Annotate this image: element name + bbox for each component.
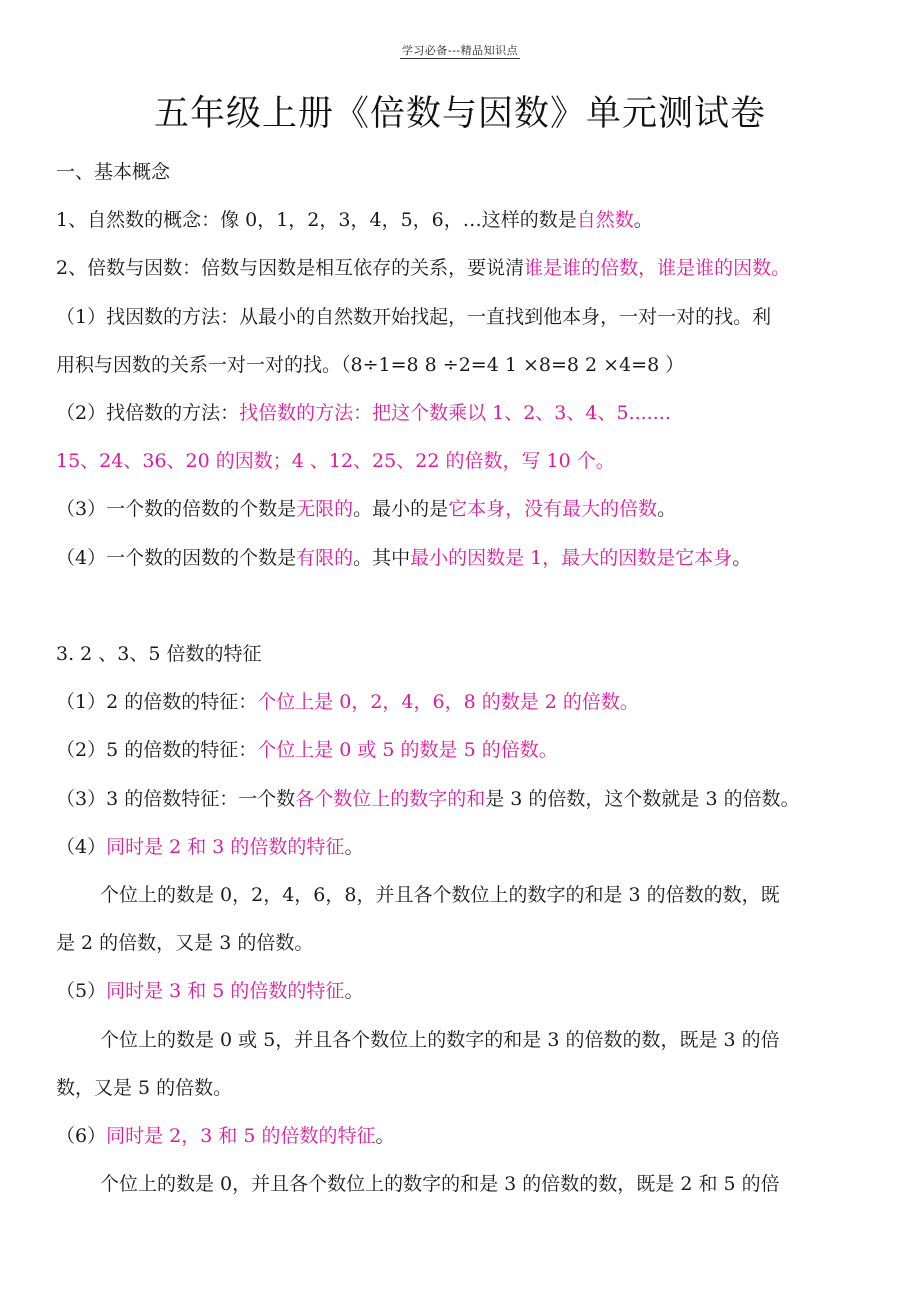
body-text: 是 3 的倍数，这个数就是 3 的倍数。: [485, 788, 800, 810]
highlighted-text: 谁是谁的倍数，谁是谁的因数。: [524, 257, 791, 279]
body-text: 是 2 的倍数，又是 3 的倍数。: [56, 932, 314, 954]
highlighted-text: 个位上是 0，2，4，6，8 的数是 2 的倍数。: [257, 691, 639, 713]
text-line: [56, 305, 868, 329]
page-header: [0, 42, 920, 58]
body-text: 。: [732, 547, 752, 569]
body-text: 3. 2 、3、5 倍数的特征: [56, 643, 262, 665]
highlighted-text: 同时是 3 和 5 的倍数的特征: [106, 980, 345, 1002]
body-text: （4）一个数的因数的个数是: [56, 547, 297, 569]
text-line: [56, 449, 868, 473]
body-text: （5）: [56, 980, 107, 1002]
highlighted-text: 找倍数的方法：把这个数乘以 1、2、3、4、5.......: [239, 402, 671, 424]
body-text: 个位上的数是 0，2，4，6，8，并且各个数位上的数字的和是 3 的倍数的数，既: [100, 884, 780, 906]
body-text: （3）一个数的倍数的个数是: [56, 498, 297, 520]
body-text: 一、基本概念: [56, 161, 171, 183]
highlighted-text: 无限的: [296, 498, 354, 520]
text-line: [56, 1076, 868, 1100]
text-line: [100, 1028, 868, 1052]
body-text: 。其中: [353, 547, 411, 569]
body-text: 。: [344, 980, 364, 1002]
text-line: [56, 738, 868, 762]
body-text: 个位上的数是 0，并且各个数位上的数字的和是 3 的倍数的数，既是 2 和 5 的倍: [100, 1173, 780, 1195]
highlighted-text: 15、24、36、20 的因数；4 、12、25、22 的倍数，写 10 个。: [56, 450, 615, 472]
text-line: [56, 497, 868, 521]
body-text: 。: [633, 209, 653, 231]
body-text: 。: [375, 1125, 395, 1147]
text-line: [56, 835, 868, 859]
document-title: 五年级上册《倍数与因数》单元测试卷: [153, 94, 766, 134]
text-line: [56, 401, 868, 425]
body-text: 用积与因数的关系一对一对的找。（8÷1=8 8 ÷2=4 1 ×8=8 2 ×4=8 ）: [56, 354, 685, 376]
highlighted-text: 最小的因数是 1，最大的因数是它本身: [410, 547, 733, 569]
text-line: [100, 883, 868, 907]
highlighted-text: 同时是 2，3 和 5 的倍数的特征: [106, 1125, 376, 1147]
header-text: 学习必备---精品知识点: [401, 44, 519, 57]
text-line: [56, 256, 868, 280]
body-text: 数，又是 5 的倍数。: [56, 1077, 233, 1099]
highlighted-text: 各个数位上的数字的和: [295, 788, 486, 810]
text-line: [56, 353, 868, 377]
body-text: （3）3 的倍数特征：一个数: [56, 788, 296, 810]
text-line: [56, 546, 868, 570]
highlighted-text: 同时是 2 和 3 的倍数的特征: [106, 836, 345, 858]
section-heading: [56, 642, 868, 666]
body-text: （1）2 的倍数的特征：: [56, 691, 258, 713]
body-text: （2）5 的倍数的特征：: [56, 739, 258, 761]
text-line: [56, 787, 868, 811]
body-text: 1、自然数的概念：像 0，1，2，3，4，5，6，…这样的数是: [56, 209, 577, 231]
highlighted-text: 个位上是 0 或 5 的数是 5 的倍数。: [257, 739, 558, 761]
body-text: （2）找倍数的方法：: [56, 402, 240, 424]
highlighted-text: 有限的: [296, 547, 354, 569]
body-text: 。: [344, 836, 364, 858]
body-text: 。最小的是: [353, 498, 449, 520]
body-text: 个位上的数是 0 或 5，并且各个数位上的数字的和是 3 的倍数的数，既是 3 的倍: [100, 1029, 780, 1051]
highlighted-text: 它本身，没有最大的倍数: [448, 498, 658, 520]
text-line: [56, 931, 868, 955]
text-line: [56, 1124, 868, 1148]
text-line: [56, 979, 868, 1003]
text-line: [100, 1172, 868, 1196]
highlighted-text: 自然数: [576, 209, 634, 231]
body-text: 。: [657, 498, 677, 520]
section-heading: [56, 160, 868, 184]
body-text: （6）: [56, 1125, 107, 1147]
text-line: [56, 690, 868, 714]
body-text: （1）找因数的方法：从最小的自然数开始找起，一直找到他本身，一对一对的找。利: [56, 306, 772, 328]
body-text: 2、倍数与因数：倍数与因数是相互依存的关系，要说清: [56, 257, 525, 279]
body-text: （4）: [56, 836, 107, 858]
text-line: [56, 208, 868, 232]
